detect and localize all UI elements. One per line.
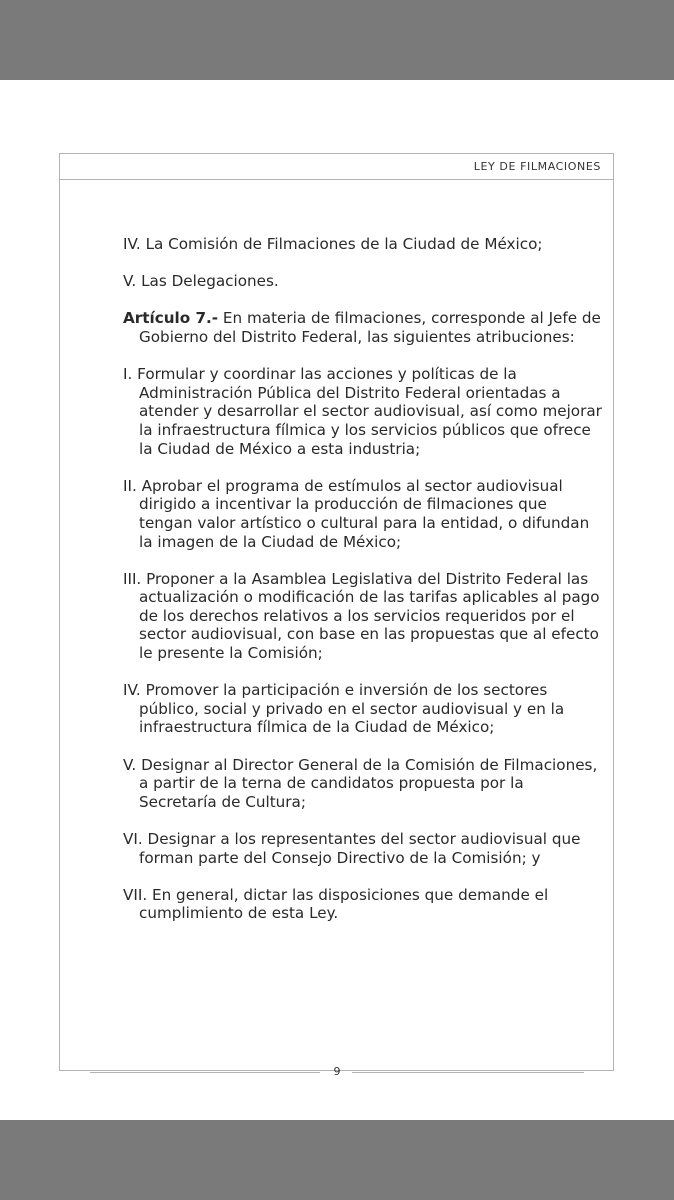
running-header	[60, 154, 613, 180]
document-page	[0, 80, 674, 1120]
list-item-ii: II. Aprobar el programa de estímulos al sector audiovisual dirigido a incentivar la producción de filmaciones que tengan valor artístico o cultural para la entidad, o difundan la imagen de la Ciudad de México;	[123, 476, 590, 551]
list-item-iii: III. Proponer a la Asamblea Legislativa del Distrito Federal las actualización o modificación de las tarifas aplicables al pago de los derechos relativos a los servicios requeridos por el sector audiovisual, con base en las propuestas que al efecto le presente la Comisión;	[123, 569, 600, 663]
list-item-i: I. Formular y coordinar las acciones y políticas de la Administración Pública del Distrito Federal orientadas a atender y desarrollar el sector audiovisual, así como mejorar la infraestructura fílmica y los servicios públicos que ofrece la Ciudad de México a esta industria;	[123, 365, 602, 458]
document-body	[123, 235, 603, 942]
article-label: Artículo 7.-	[123, 309, 219, 328]
top-gray-bar	[0, 0, 674, 80]
list-item-vi: VI. Designar a los representantes del sector audiovisual que forman parte del Consejo Directivo de la Comisión; y	[123, 830, 581, 867]
page-number: 9	[333, 1065, 341, 1078]
paragraph-fraction-v: V. Las Delegaciones.	[123, 272, 279, 291]
bottom-gray-bar	[0, 1120, 674, 1200]
paragraph-fraction-iv: IV. La Comisión de Filmaciones de la Ciudad de México;	[123, 235, 543, 253]
page-frame	[59, 153, 614, 1071]
list-item-iv: IV. Promover la participación e inversión de los sectores público, social y privado en el sector audiovisual y en la infraestructura fílmica de la Ciudad de México;	[123, 681, 565, 737]
footer-divider-right	[352, 1072, 584, 1073]
article-7-paragraph	[123, 309, 603, 346]
list-item-v: V. Designar al Director General de la Comisión de Filmaciones, a partir de la terna de candidatos propuesta por la Secretaría de Cultura;	[123, 755, 598, 811]
header-title: LEY DE FILMACIONES	[473, 160, 601, 173]
article-text: En materia de filmaciones, corresponde al Jefe de Gobierno del Distrito Federal, las siguientes atribuciones:	[139, 309, 601, 346]
list-item-vii: VII. En general, dictar las disposiciones que demande el cumplimiento de esta Ley.	[123, 885, 549, 923]
